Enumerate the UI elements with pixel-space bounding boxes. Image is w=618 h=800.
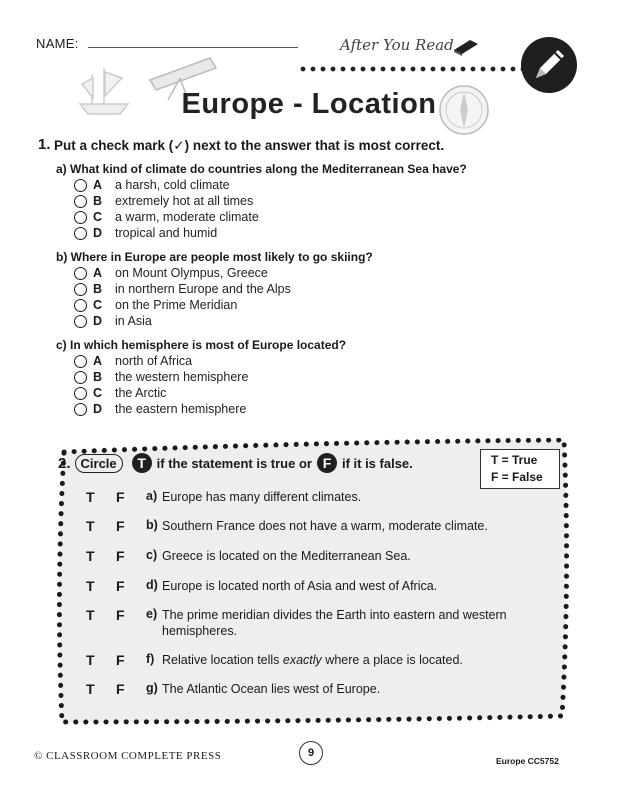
t-choice[interactable]: T (86, 607, 95, 623)
page-number: 9 (299, 741, 323, 765)
f-choice[interactable]: F (116, 578, 125, 594)
after-you-read-label: After You Read (340, 36, 454, 54)
f-choice[interactable]: F (116, 548, 125, 564)
statement-row-b: T F b) Southern France does not have a warm, moderate climate. (86, 518, 488, 534)
answer-bubble[interactable] (74, 283, 87, 296)
answer-bubble[interactable] (74, 195, 87, 208)
statement-row-g: T F g) The Atlantic Ocean lies west of Europe. (86, 681, 381, 697)
statement-row-c: T F c) Greece is located on the Mediterranean Sea. (86, 548, 411, 564)
name-line (88, 47, 298, 48)
statement-row-d: T F d) Europe is located north of Asia and west of Africa. (86, 578, 438, 594)
t-choice[interactable]: T (86, 518, 95, 534)
f-choice[interactable]: F (116, 652, 125, 668)
option-a-a[interactable]: A a harsh, cold climate (74, 177, 230, 193)
option-a-c[interactable]: C a warm, moderate climate (74, 209, 259, 225)
answer-bubble[interactable] (74, 267, 87, 280)
t-choice[interactable]: T (86, 489, 95, 505)
dotted-divider (300, 66, 526, 72)
t-choice[interactable]: T (86, 578, 95, 594)
option-c-b[interactable]: B the western hemisphere (74, 369, 248, 385)
publisher-logo: © CLASSROOM COMPLETE PRESS (34, 750, 222, 762)
question-c-text: In which hemisphere is most of Europe located? (70, 338, 347, 352)
answer-bubble[interactable] (74, 211, 87, 224)
option-a-d[interactable]: D tropical and humid (74, 225, 217, 241)
question-b (56, 250, 373, 264)
tf-legend: T = True F = False (480, 449, 560, 489)
option-b-a[interactable]: A on Mount Olympus, Greece (74, 265, 268, 281)
question-b-text: Where in Europe are people most likely to go skiing? (70, 250, 373, 264)
answer-bubble[interactable] (74, 315, 87, 328)
question-a-label: a) (56, 162, 67, 176)
f-choice[interactable]: F (116, 518, 125, 534)
f-choice[interactable]: F (116, 681, 125, 697)
section1-instruction: Put a check mark (✓) next to the answer that is most correct. (54, 138, 445, 153)
name-label: NAME: (36, 36, 79, 51)
false-letter-badge: F (317, 453, 337, 473)
section1-number: 1. (38, 136, 51, 153)
t-choice[interactable]: T (86, 548, 95, 564)
option-c-a[interactable]: A north of Africa (74, 353, 192, 369)
question-c (56, 338, 346, 352)
section2-heading: 2. Circle T if the statement is true or F if it is false. (58, 454, 413, 472)
pencil-icon (520, 36, 578, 94)
option-a-b[interactable]: B extremely hot at all times (74, 193, 253, 209)
f-choice[interactable]: F (116, 489, 125, 505)
statement-row-a: T F a) Europe has many different climates. (86, 489, 362, 505)
f-choice[interactable]: F (116, 607, 125, 623)
answer-bubble[interactable] (74, 299, 87, 312)
option-c-d[interactable]: D the eastern hemisphere (74, 401, 246, 417)
option-b-b[interactable]: B in northern Europe and the Alps (74, 281, 291, 297)
option-b-d[interactable]: D in Asia (74, 313, 152, 329)
page-title: Europe - Location (181, 88, 437, 120)
statement-row-e: T F e) The prime meridian divides the Earth into eastern and western hemispheres. (86, 607, 507, 638)
answer-bubble[interactable] (74, 179, 87, 192)
t-choice[interactable]: T (86, 652, 95, 668)
circle-word: Circle (75, 454, 123, 473)
product-code: Europe CC5752 (496, 756, 559, 766)
answer-bubble[interactable] (74, 371, 87, 384)
question-a (56, 162, 467, 176)
option-b-c[interactable]: C on the Prime Meridian (74, 297, 237, 313)
answer-bubble[interactable] (74, 387, 87, 400)
answer-bubble[interactable] (74, 403, 87, 416)
option-c-c[interactable]: C the Arctic (74, 385, 166, 401)
answer-bubble[interactable] (74, 355, 87, 368)
question-a-text: What kind of climate do countries along the Mediterranean Sea have? (70, 162, 467, 176)
true-letter-badge: T (132, 453, 152, 473)
statement-row-f: T F f) Relative location tells exactly where a place is located. (86, 652, 463, 668)
question-c-label: c) (56, 338, 67, 352)
book-icon (452, 36, 480, 56)
answer-bubble[interactable] (74, 227, 87, 240)
question-b-label: b) (56, 250, 68, 264)
t-choice[interactable]: T (86, 681, 95, 697)
